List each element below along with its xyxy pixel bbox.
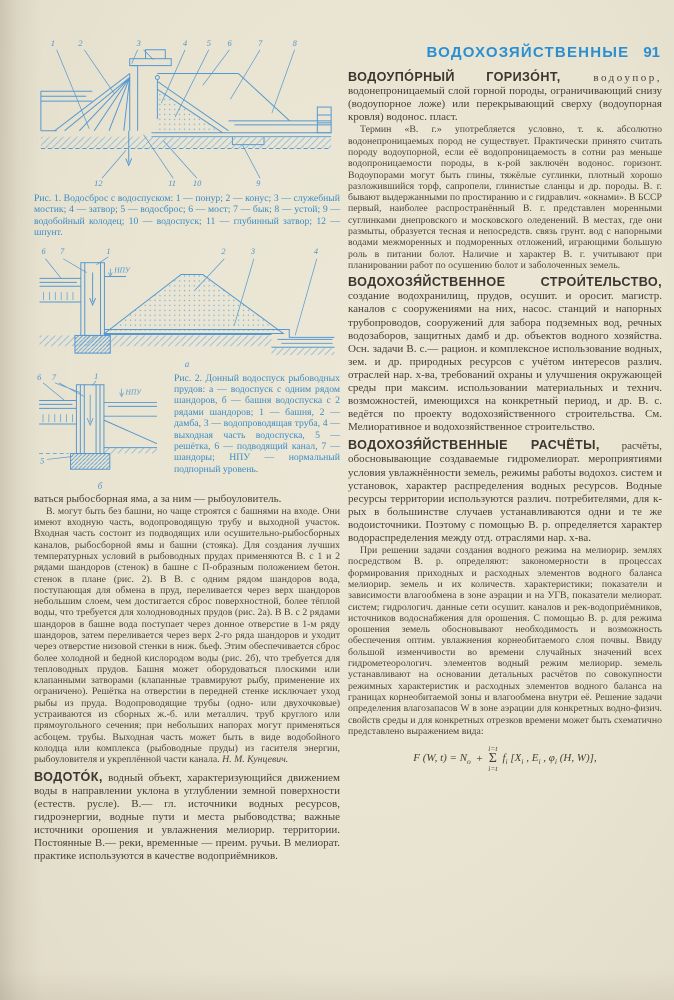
fig2b-label-1: 1 <box>94 371 99 381</box>
figure2b-box <box>34 371 166 493</box>
figure2a-diagram <box>34 245 340 361</box>
figure2-caption: Рис. 2. Донный водоспуск рыбоводных прудов: а — водоспуск с одним рядом шандоров, б — башня водоспуска с 2 рядами шандоров; 1 — башня, 2 — дамба, 3 — водопроводящая труба, 4 — выходная часть водоспуска, 5 — решётка, 6 — подводящий канал, 7 — шандоры; НПУ — нормальный подпорный уровень. <box>174 372 340 475</box>
right-column <box>348 44 662 772</box>
fig2a-label-2: 2 <box>221 246 226 256</box>
fig1-label-2: 2 <box>78 38 83 48</box>
formula-limit-bottom: i=t <box>488 763 498 773</box>
fig1-label-5: 5 <box>206 38 211 48</box>
article-vodotok-headword: ВОДОТО́К, <box>34 769 103 784</box>
fig2b-label-6: 6 <box>37 372 42 382</box>
figure1-caption: Рис. 1. Водосброс с водоспуском: 1 — понур; 2 — конус; 3 — служебный мостик; 4 — затвор; 5 — водосброс; 6 — мост; 7 — бык; 8 — устой; 9 — водобойный колодец; 10 — водоспуск; 11 — глубинный затвор; 12 — шпунт. <box>34 193 340 239</box>
formula-limit-top: i=t <box>488 744 498 754</box>
author-signature: Н. М. Кунцевич. <box>222 754 289 766</box>
fig2a-npu-label: НПУ <box>114 265 130 275</box>
running-head-title: ВОДОХОЗЯЙСТВЕННЫЕ <box>426 44 630 61</box>
running-head <box>348 44 660 61</box>
fig1-label-11: 11 <box>168 179 177 189</box>
fig1-label-12: 12 <box>94 179 103 189</box>
fig1-label-3: 3 <box>136 38 141 48</box>
article-vodoupornyi-lead: водонепроницаемый слой горной породы, ограничивающий снизу (водоупорное ложе) или перекрывающий сверху (водоупорная кровля) водонос. пласт. <box>348 85 662 124</box>
formula-sigma <box>488 745 497 772</box>
figure2a-sublabel: а <box>184 358 190 369</box>
article-vodotok-body: водный объект, характеризующийся движением воды в направлении уклона в углублении земной поверхности (естеств. русле). В.— гл. источники водных ресурсов, гидроэнергии, водные пути и места рыбоводства; важные источники орошения и увлажнения мелиорир. территории. Постоянные В.— реки, временные — преим. ручьи. В мелиорат. практике используются в качестве водоприёмников. <box>34 771 340 863</box>
article-raschyoty <box>348 439 662 545</box>
water-balance-formula <box>348 745 662 772</box>
fig1-label-4: 4 <box>183 38 188 48</box>
fig2a-label-1: 1 <box>106 246 111 256</box>
article-raschyoty-lead: расчёты, обосновывающие создаваемые гидромелиорат. мероприятиями условия увлажнённости земель, режимы работы водохоз. систем и установок, характер распределения водных ресурсов. Водные ресурсы территории используются различ. потребителями, для к-рых в большинстве случаев устанавливаются одни и те же водоисточники. Поэтому с помощью В. р. определяется характер водораспределения между отд. отраслями нар. х-ва. <box>348 440 662 545</box>
article-stroitelstvo <box>348 276 662 434</box>
figure2-row <box>34 371 340 493</box>
vodospusk-petit-text: В. могут быть без башни, но чаще строятся с башнями на входе. Они имеют входную часть, водопроводящую трубу и выходной участок. Входная часть состоит из подводящих или осушительно-рыбосборных каналов, рыбосборной ямы и башни (стояка). Для создания лучших температурных условий в рыбоводных прудах применяются В. с 1 и 2 рядами шандоров (стенок) в башне с П-образным положением бетон. стенок в плане (рис. 2). В В. с одним рядом шандоров вода, поступающая для обмена в пруд, переливается через верх шандоров небольшим слоем, чем достигается сброс поверхностной, более тёплой воды, что требуется для холодноводных прудов (рис. 2а). В В. с 2 рядами шандоров в башне вода поступает через донное отверстие в 1-м ряду шандоров, затем переливается через верх 2-го ряда шандоров и уходит через отверстие низовой стенки в ниж. бьеф. Этим обеспечивается сброс более холодной и бедной кислородом воды (рис. 2б), что требуется для тепловодных прудов. Башня может оборудоваться плоскими или клапанными затворами (клапанные травмируют рыбу, применение их ограничено). Решётка на отверстии в передней стенке исключает уход рыбы из пруда. Водопроводящие трубы (одно- или двухочковые) устраиваются из сборных ж.-б. или металлич. труб круглого или прямоугольного сечения; при небольших напорах могут применяться асбоцем. трубы. Выходная часть может быть в виде водобойного колодца или комплекса (рыбоводные пруды) из гасителя энергии, рыбоуловителя и укреплённой части канала. <box>34 505 340 766</box>
fig1-label-6: 6 <box>227 38 232 48</box>
figure2b-diagram <box>34 371 166 483</box>
fig2b-label-5: 5 <box>40 455 45 465</box>
page-number: 91 <box>643 44 660 61</box>
formula-lhs-sub: o <box>467 756 471 766</box>
article-stroitelstvo-lead: создание водохранилищ, прудов, осушит. и оросит. магистр. каналов с сооружениями на них, насос. станций и напорных трубопроводов, сооружений для забора подземных вод, речных водозаборов, защитных дамб и др. объектов водного хозяйства. Осн. задачи В. с.— рацион. и комплексное использование водных, зем. и др. природных ресурсов с учётом интересов различ. отраслей нар. х-ва, требований охраны и улучшения окружающей среды при максим. использовании материальных и технич. возможностей, имеющихся на конкретный период, и др. В. с. ведётся по проекту водохозяйственного строительства. См. Мелиоративное и водохозяйственное строительство. <box>348 290 662 434</box>
article-raschyoty-headword: ВОДОХОЗЯ́ЙСТВЕННЫЕ РАСЧЁТЫ, <box>348 438 600 453</box>
article-vodoupornyi-petit: Термин «В. г.» употребляется условно, т. к. абсолютно водонепроницаемых пород не существует. Практически принято считать породу водоупорной, если её водопроницаемость в сотни раз меньше водопроницаемости породы, в к-рой заключён водонос. горизонт. Водоупорами могут быть глины, тяжёлые суглинки, плотный хорошо разложившийся торф, сапропели, глинистые сланцы и др. породы. В. г. бывают выдержанными по простиранию и с гидравлич. «окнами». В БССР первый, наиболее распространённый В. г. представлен моренными суглинками днепровского и московского оледенений. В местах, где они размыты, образуется тесная и непосредств. связь грунт. вод с напорными водами межморенных и подморенных отложений, играющими большую роль в питании болот. Наличие и характер В. г. учитывают при планировании работ по осушению болот и заболоченных земель. <box>348 124 662 271</box>
article-vodotok <box>34 771 340 864</box>
fig2b-label-7: 7 <box>51 372 57 382</box>
fig1-label-1: 1 <box>50 38 55 48</box>
formula-plus: + <box>475 752 484 765</box>
fig1-label-8: 8 <box>292 38 297 48</box>
article-vodoupornyi-synonym: водоупор, <box>560 72 662 84</box>
fig1-label-10: 10 <box>192 179 202 189</box>
formula-lhs: F (W, $t) = N_o$ <box>413 751 471 766</box>
fig2a-label-3: 3 <box>250 246 256 256</box>
article-raschyoty-petit: При решении задачи создания водного режима на мелиорир. землях посредством В. р. определяют: закономерности в процессах формирования приходных и расходных элементов водного баланса мелиорир. земель и их количеств. характеристики; показатели и зависимости влагообмена в зоне аэрации и на УГВ, показатели мелиорат. систем; гидрологич. данные сети осушит. каналов и рек-водоприёмников, источников водоснабжения для орошения. С помощью В. р. для режима орошения земель обосновывают необходимость и возможность обеспечения оптим. увлажнения корнеобитаемого слоя почвы. Ввиду большой изменчивости во времени случайных значений всех гидрометеорологич. элементов водный режим мелиорир. земель устанавливают на основании детальных расчётов по совокупности режимных характеристик и расходных элементов водного баланса на границах корнеобитаемой зоны и влагообмена внутри её. Решение задачи определения влагозапасов W в зоне аэрации для конкретных водно-физич. свойств среды и для конкретных отрезков времени может быть схематично представлено выражением вида: <box>348 545 662 737</box>
fig2a-label-4: 4 <box>313 246 318 256</box>
fig1-label-9: 9 <box>256 179 261 189</box>
vodospusk-petit-paragraph <box>34 506 340 766</box>
figure1-diagram <box>34 34 340 190</box>
left-column <box>34 34 340 863</box>
wrapped-text-line: ваться рыбосборная яма, а за ним — рыбоуловитель. <box>34 492 282 505</box>
article-vodoupornyi-headword: ВОДОУПО́РНЫЙ ГОРИЗО́НТ, <box>348 70 561 84</box>
article-vodoupornyi-gorizont <box>348 71 662 124</box>
fig1-label-7: 7 <box>258 38 263 48</box>
formula-terms: $f_i$ [$X_i$ , $E_i$ , $\varphi_i$ (H, W)], <box>502 751 597 766</box>
fig2a-label-7: 7 <box>60 246 65 256</box>
article-stroitelstvo-headword: ВОДОХОЗЯ́ЙСТВЕННОЕ СТРОИ́ТЕЛЬСТВО, <box>348 275 662 290</box>
fig2b-npu-label: НПУ <box>125 387 142 397</box>
fig2a-label-6: 6 <box>41 246 46 256</box>
figure2b-sublabel: б <box>97 480 103 491</box>
formula-sigma-glyph: Σ <box>488 750 497 766</box>
